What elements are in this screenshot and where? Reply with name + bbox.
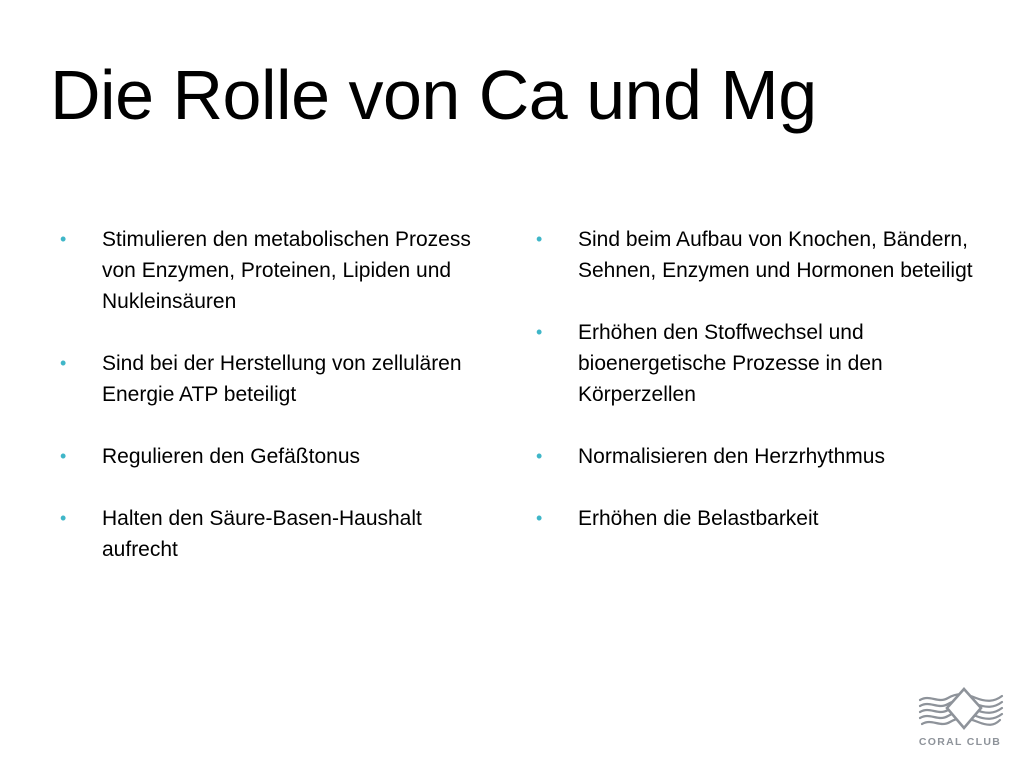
list-item: [536, 503, 976, 534]
logo-text: CORAL CLUB: [918, 736, 1002, 748]
bullet-icon: •: [536, 508, 543, 528]
list-item-text: Erhöhen die Belastbarkeit: [578, 507, 819, 530]
slide-title: Die Rolle von Ca und Mg: [50, 56, 817, 134]
bullet-icon: •: [536, 446, 543, 466]
list-item-text: Regulieren den Gefäßtonus: [102, 445, 360, 468]
bullet-icon: •: [60, 508, 67, 528]
list-item: [536, 441, 976, 472]
coral-club-logo-icon: [914, 686, 1006, 736]
list-item: [536, 317, 976, 410]
list-item: [60, 503, 500, 565]
list-item-text: Sind beim Aufbau von Knochen, Bändern, Sehnen, Enzymen und Hormonen beteiligt: [578, 228, 973, 282]
list-item-text: Stimulieren den metabolischen Prozess von Enzymen, Proteinen, Lipiden und Nukleinsäuren: [102, 228, 471, 313]
bullet-icon: •: [60, 353, 67, 373]
left-bullet-list: [60, 224, 500, 596]
bullet-icon: •: [60, 446, 67, 466]
bullet-icon: •: [60, 229, 67, 249]
list-item-text: Halten den Säure-Basen-Haushalt aufrecht: [102, 507, 422, 561]
list-item: [60, 348, 500, 410]
coral-club-logo: [914, 686, 1006, 752]
list-item-text: Sind bei der Herstellung von zellulären Energie ATP beteiligt: [102, 352, 462, 406]
list-item: [60, 224, 500, 317]
right-bullet-list: [536, 224, 976, 565]
list-item-text: Erhöhen den Stoffwechsel und bioenergetische Prozesse in den Körperzellen: [578, 321, 883, 406]
bullet-icon: •: [536, 229, 543, 249]
list-item: [536, 224, 976, 286]
list-item-text: Normalisieren den Herzrhythmus: [578, 445, 885, 468]
bullet-icon: •: [536, 322, 543, 342]
list-item: [60, 441, 500, 472]
